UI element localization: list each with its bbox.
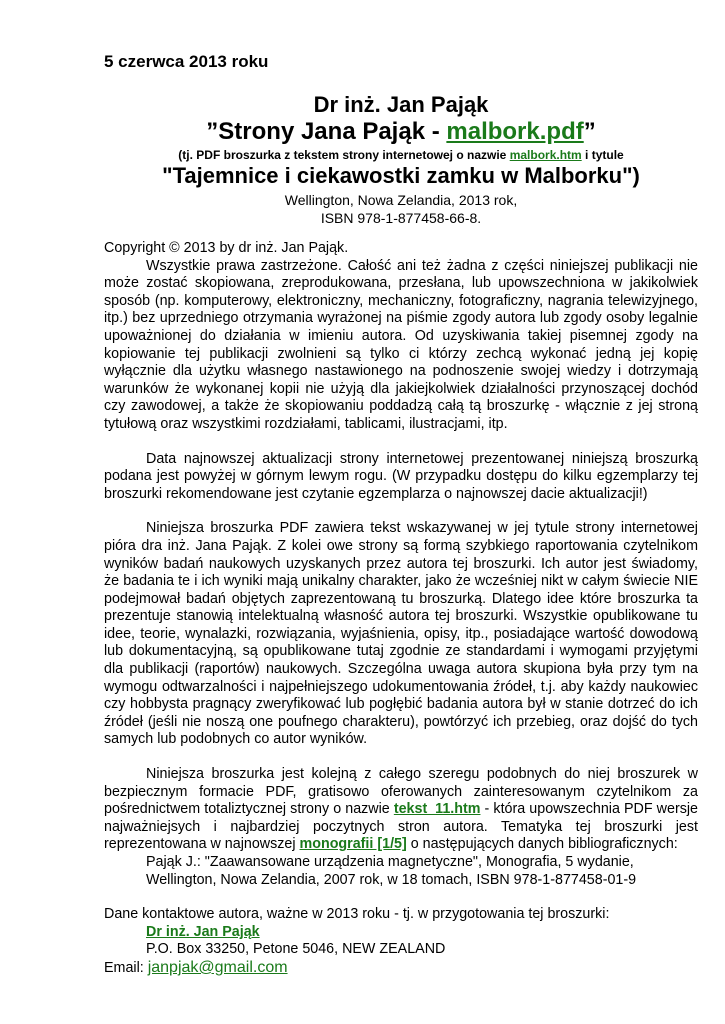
title-prefix: ”Strony Jana Pająk - [206,118,447,145]
bibliography [104,854,698,889]
subtitle-prefix: (tj. PDF broszurka z tekstem strony internetowej o nazwie [178,148,510,162]
series-text-b: - która upowszechnia PDF wersje najważniejsych i najbardziej poczytnych stron autora. Tematyka tej broszurki jest reprezentowana w najnowszej [104,801,698,853]
bibliography-line-1: Pająk J.: "Zaawansowane urządzenia magnetyczne", Monografia, 5 wydanie, [146,854,634,870]
series-text-c: o następujących danych bibliograficznych: [406,836,678,853]
series-text-a: Niniejsza broszurka jest kolejną z całego szeregu podobnych do niej broszurek w bezpiecznym formacie PDF, gratisowo oferowanych zainteresowanym czytelnikom za pośrednictwem totaliztycznej strony o nazwie [104,766,698,818]
subtitle [104,148,698,162]
publication-info [104,191,698,227]
email-label: Email: [104,959,148,976]
author-heading: Dr inż. Jan Pająk [313,92,489,117]
title-pdf-link[interactable]: malbork.pdf [446,118,584,145]
bibliography-line-2: Wellington, Nowa Zelandia, 2007 rok, w 18 tomach, ISBN 978-1-877458-01-9 [146,871,637,888]
document-date: 5 czerwca 2013 roku [104,52,269,71]
monografii-link[interactable]: monografii [1/5] [299,836,407,853]
email-link[interactable]: janpjak@gmail.com [147,958,288,976]
subtitle-suffix: i tytule [581,148,624,162]
tekst-11-link[interactable]: tekst_11.htm [393,801,481,818]
subtitle-htm-link[interactable]: malbork.htm [509,148,582,162]
document-body [104,240,698,978]
document-title [104,118,698,146]
paragraph-rights: Wszystkie prawa zastrzeżone. Całość ani też żadna z części niniejszej publikacji nie może zostać skopiowana, zreprodukowana, przesłana, lub upowszechniona w jakikolwiek sposób (np. komputerowy, elektroniczny, mechaniczny, fotograficzny, nagrania telewizyjnego, itp.) bez uprzedniego otrzymania wyrażonej na piśmie zgody autora lub zgody osoby legalnie upoważnionej do działania w imieniu autora. Od uzyskiwania takiej pisemnej zgody na kopiowanie tej publikacji zwolnieni są tylko ci którzy zechcą wykonać jedną jej kopię wyłącznie dla użytku własnego nastawionego na podnoszenie swojej wiedzy i dotrzymają warunków że wykonanej kopii nie użyją dla jakiejkolwiek działalności przynoszącej dochód czy zawodowej, a także że skopiowaniu poddadzą całą tą broszurkę - włącznie z jej stroną tytułową oraz wszystkimi rozdziałami, tablicami, ilustracjami, itp. [104,257,698,432]
publication-place: Wellington, Nowa Zelandia, 2013 rok, [284,192,518,208]
title-suffix: ” [583,118,596,145]
contact-intro: Dane kontaktowe autora, ważne w 2013 roku - tj. w przygotowania tej broszurki: [104,906,610,923]
contact-block [104,906,698,977]
paragraph-update-date: Data najnowszej aktualizacji strony internetowej prezentowanej niniejszą broszurką podana jest powyżej w górnym lewym rogu. (W przypadku dostępu do kilku egzemplarzy tej broszurki rekomendowane jest czytanie egzemplarza o najnowszej dacie aktualizacji!) [104,450,698,502]
contact-address: P.O. Box 33250, Petone 5046, NEW ZEALAND [146,941,446,958]
copyright: Copyright © 2013 by dr inż. Jan Pająk. [104,240,349,256]
paragraph-series [104,766,698,854]
paragraph-about: Niniejsza broszurka PDF zawiera tekst wskazywanej w jej tytule strony internetowej pióra dra inż. Jana Pająk. Z kolei owe strony są formą szybkiego raportowania czytelnikom wyników badań naukowych uzyskanych przez autora tej broszurki. Ich autor jest świadomy, że badania te i ich wyniki mają unikalny charakter, jako że wcześniej nikt w całym świecie NIE podejmował badań objętych zaprezentowaną tu broszurką. Dlatego idee które broszurka ta prezentuje stanowią intelektualną własność autora tej broszurki. Wszystkie opublikowane tu idee, teorie, wynalazki, rozwiązania, wyjaśnienia, opisy, itp., posiadające wartość dowodową lub dokumentacyjną, są opublikowane tutaj zgodnie ze standardami i wymogami przyjętymi dla publikacji (raportów) naukowych. Szczególna uwaga autora skupiona była przy tym na wymogu odtwarzalności i najpełniejszego udokumentowania źródeł, t.j. aby każdy naukowiec czy hobbysta pragnący zweryfikować lub pogłębić badania autora był w stanie dotrzeć do ich źródeł (jeśli nie noszą one poufnego charakteru), powtórzyć ich przebieg, oraz dojść do tych samych lub podobnych co autor wyników. [104,520,698,748]
document-title-2: "Tajemnice i ciekawostki zamku w Malborku") [162,163,640,188]
contact-name-link[interactable]: Dr inż. Jan Pająk [146,923,260,940]
isbn: ISBN 978-1-877458-66-8. [320,210,482,226]
